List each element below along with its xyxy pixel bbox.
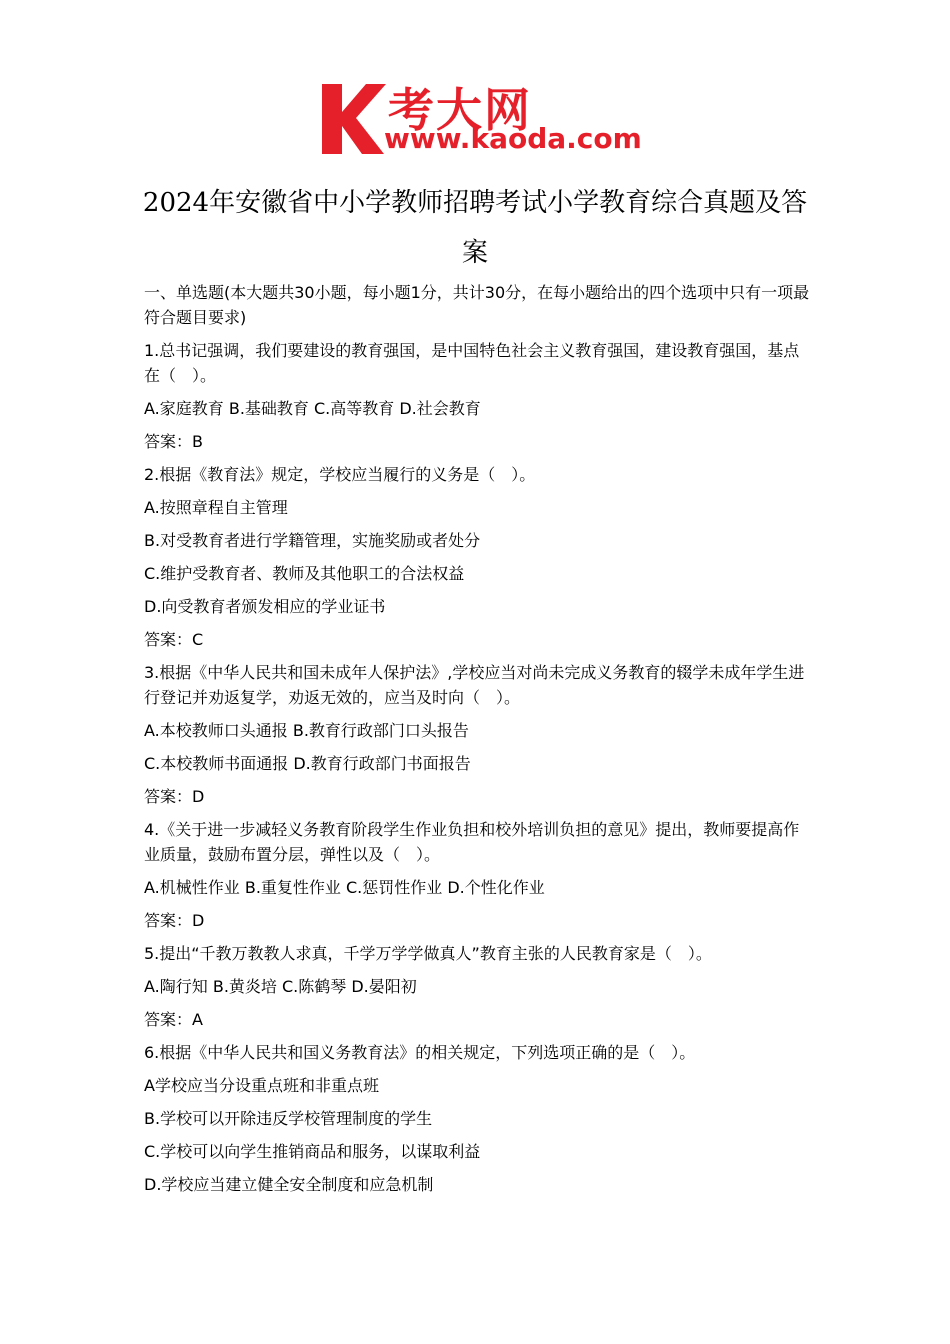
logo-brand-text: 考大网: [388, 83, 532, 137]
k-logo-icon: [318, 82, 388, 156]
option-d: D.学校应当建立健全安全制度和应急机制: [144, 1175, 434, 1194]
question-options: A.陶行知 B.黄炎培 C.陈鹤琴 D.晏阳初: [144, 977, 417, 996]
option-c: C.维护受教育者、教师及其他职工的合法权益: [144, 564, 465, 583]
question-stem: 3.根据《中华人民共和国未成年人保护法》,学校应当对尚未完成义务教育的辍学未成年学生进行登记并劝返复学，劝返无效的，应当及时向（ ）。: [144, 663, 805, 707]
question-options: A.家庭教育 B.基础教育 C.高等教育 D.社会教育: [144, 399, 481, 418]
question-answer: 答案：D: [144, 911, 205, 930]
page-title: 2024年安徽省中小学教师招聘考试小学教育综合真题及答案: [142, 188, 808, 268]
question-stem: 5.提出“千教万教教人求真，千学万学学做真人”教育主张的人民教育家是（ ）。: [144, 944, 712, 963]
question-options: A.本校教师口头通报 B.教育行政部门口头报告: [144, 721, 469, 740]
option-a: A.按照章程自主管理: [144, 498, 288, 517]
kaoda-logo[interactable]: [318, 78, 648, 162]
question-options: A.机械性作业 B.重复性作业 C.惩罚性作业 D.个性化作业: [144, 878, 545, 897]
question-answer: 答案：B: [144, 432, 203, 451]
logo-url-text: www.kaoda.com: [384, 122, 642, 155]
question-stem: 2.根据《教育法》规定，学校应当履行的义务是（ ）。: [144, 465, 536, 484]
question-stem: 4.《关于进一步减轻义务教育阶段学生作业负担和校外培训负担的意见》提出，教师要提高作业质量，鼓励布置分层，弹性以及（ ）。: [144, 820, 800, 864]
section-heading: 一、单选题(本大题共30小题，每小题1分，共计30分，在每小题给出的四个选项中只有一项最符合题目要求): [144, 283, 810, 327]
question-answer: 答案：A: [144, 1010, 203, 1029]
exam-content: [144, 280, 814, 1197]
question-options: C.本校教师书面通报 D.教育行政部门书面报告: [144, 754, 471, 773]
question-answer: 答案：D: [144, 787, 205, 806]
option-d: D.向受教育者颁发相应的学业证书: [144, 597, 386, 616]
option-a: A学校应当分设重点班和非重点班: [144, 1076, 379, 1095]
option-b: B.学校可以开除违反学校管理制度的学生: [144, 1109, 433, 1128]
question-answer: 答案：C: [144, 630, 204, 649]
question-stem: 6.根据《中华人民共和国义务教育法》的相关规定，下列选项正确的是（ ）。: [144, 1043, 696, 1062]
option-b: B.对受教育者进行学籍管理，实施奖励或者处分: [144, 531, 481, 550]
option-c: C.学校可以向学生推销商品和服务，以谋取利益: [144, 1142, 481, 1161]
question-stem: 1.总书记强调，我们要建设的教育强国，是中国特色社会主义教育强国，建设教育强国，基点在（ ）。: [144, 341, 800, 385]
